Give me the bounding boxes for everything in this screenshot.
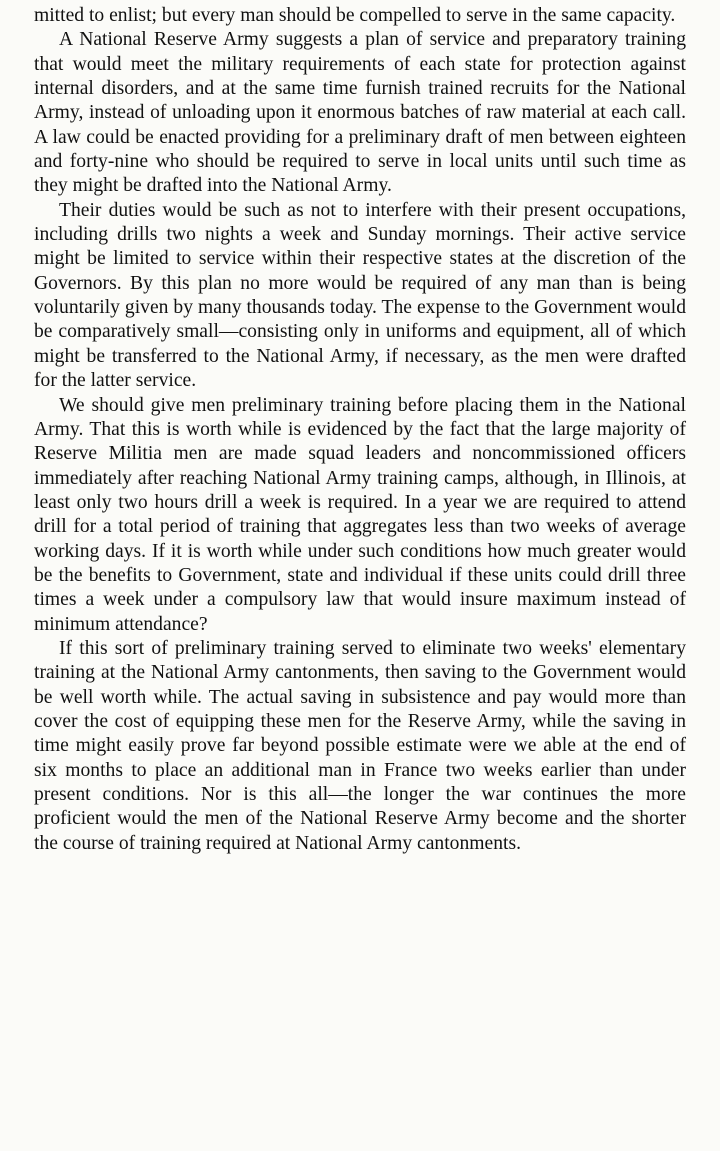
paragraph-preliminary-training: We should give men preliminary training before placing them in the National Army. That this is worth while is evidenced by the fact that the large majority of Reserve Militia men are made squad leaders and noncommissioned officers immediately after reaching National Army training camps, although, in Illinois, at least only two hours drill a week is required. In a year we are required to attend drill for a total period of training that aggregates less than two weeks of average working days. If it is worth while under such conditions how much greater would be the benefits to Government, state and individual if these units could drill three times a week under a compulsory law that would insure maximum instead of minimum attendance?: [34, 394, 686, 635]
paragraph-savings: If this sort of preliminary training served to eliminate two weeks' elementary training at the National Army cantonments, then saving to the Government would be well worth while. The actual saving in subsistence and pay would more than cover the cost of equipping these men for the Reserve Army, while the saving in time might easily prove far beyond possible estimate were we able at the end of six months to place an additional man in France two weeks earlier than under present conditions. Nor is this all—the longer the war continues the more proficient would the men of the National Reserve Army become and the shorter the course of training required at National Army cantonments.: [34, 637, 686, 854]
paragraph-duties: Their duties would be such as not to interfere with their present occupations, including drills two nights a week and Sunday mornings. Their active service might be limited to service within their respective states at the discretion of the Governors. By this plan no more would be required of any man than is being voluntarily given by many thousands today. The expense to the Government would be comparatively small—consisting only in uniforms and equipment, all of which might be transferred to the National Army, if necessary, as the men were drafted for the latter service.: [34, 199, 686, 392]
paragraph-national-reserve-army: A National Reserve Army suggests a plan of service and preparatory training that would meet the military requirements of each state for protection against internal disorders, and at the same time furnish trained recruits for the National Army, instead of unloading upon it enormous batches of raw material at each call. A law could be enacted providing for a preliminary draft of men between eighteen and forty-nine who should be required to serve in local units until such time as they might be drafted into the National Army.: [34, 29, 686, 197]
paragraph-continued: mitted to enlist; but every man should be compelled to serve in the same capacity.: [34, 5, 676, 26]
body-text: [34, 4, 686, 856]
